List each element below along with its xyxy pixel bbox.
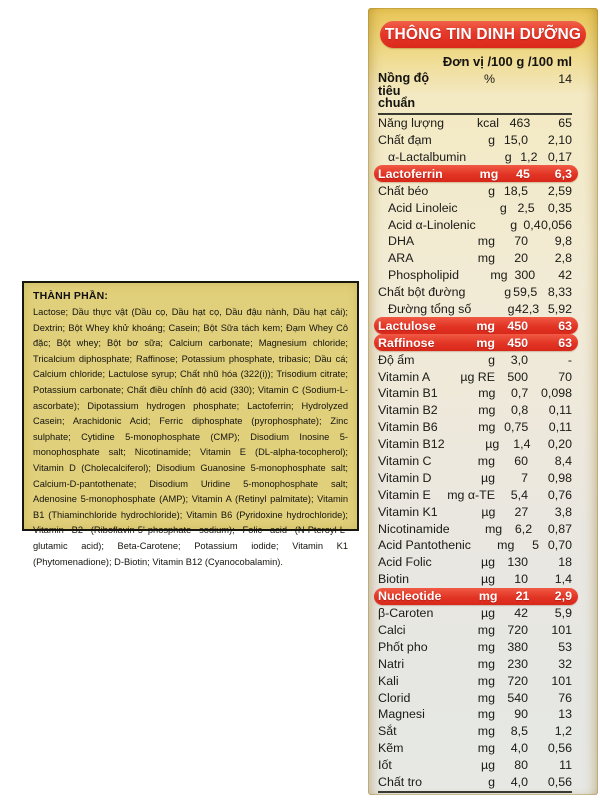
nutrient-unit: µg [480,555,495,570]
value-per-100g: 1,4 [513,437,531,452]
value-per-100ml: 2,59 [547,183,572,198]
value-per-100ml: 53 [558,639,572,654]
table-row [378,655,572,672]
table-row [378,250,572,267]
nutrient-name: DHA [388,234,415,249]
value-per-100ml: 2,9 [554,589,572,604]
table-row [378,503,572,520]
nutrient-name: Nucleotide [378,589,442,604]
value-per-100g: 42,3 [515,302,540,317]
nutrient-name: Năng lượng [378,116,445,131]
standard-concentration-row [378,72,572,115]
table-row [378,605,572,622]
nutrient-unit: g [488,774,495,789]
value-per-100g: 380 [507,639,528,654]
value-per-100g: 45 [516,166,530,181]
nutrient-name: Lactulose [378,318,436,333]
nutrient-name: Vitamin C [378,454,432,469]
table-row [378,368,572,385]
nutrient-name: Vitamin E [378,487,431,502]
value-per-100g: 7 [521,470,528,485]
nutrient-name: Natri [378,656,405,671]
value-per-100g: 450 [507,335,528,350]
nutrient-unit: mg [477,639,495,654]
nutrient-name: Iốt [378,758,392,773]
value-per-100ml: 0,98 [547,470,572,485]
nutrient-name: Sắt [378,724,397,739]
value-per-100ml: 0,11 [548,403,572,418]
nutrient-name: Vitamin B12 [378,437,445,452]
nutrient-name: Biotin [378,572,409,587]
table-row [378,622,572,639]
value-per-100g: 0,4 [523,217,541,232]
table-row [378,199,572,216]
nutrient-name: Lactoferrin [378,166,443,181]
nutrient-unit: g [488,352,495,367]
nutrition-title: THÔNG TIN DINH DƯỠNG [384,25,582,43]
table-row [378,149,572,166]
value-per-100ml: 13 [558,707,572,722]
nutrient-name: Kẽm [378,741,404,756]
value-per-100g: 0,7 [511,386,529,401]
nutrition-title-badge [380,21,586,48]
nutrient-name: α-Lactalbumin [388,150,467,164]
nutrient-unit: mg [477,622,495,637]
value-per-100ml: 0,56 [547,741,572,756]
value-per-100ml: 65 [558,116,572,131]
value-per-100ml: 1,4 [554,572,572,587]
value-per-100g: 70 [514,234,528,249]
value-per-100g: 18,5 [503,183,528,198]
nutrient-unit: g [499,200,507,215]
nutrient-unit: g [488,183,495,198]
value-per-100ml: - [567,352,572,367]
value-per-100ml: 2,10 [547,133,572,148]
table-row [378,706,572,723]
nutrient-unit: mg [479,166,499,181]
nutrient-name: Độ ẩm [378,352,415,367]
value-per-100g: 130 [507,555,528,570]
value-per-100g: 300 [514,268,536,283]
nutrient-name: Đường tổng số [388,302,472,317]
nutrient-name: Kali [378,673,399,688]
value-per-100ml: 5,92 [547,302,572,317]
value-per-100g: 5 [532,538,540,553]
nutrient-name: Vitamin B1 [378,386,438,401]
nutrient-unit: mg [477,251,495,266]
ingredients-text: Lactose; Dầu thực vật (Dầu cọ, Dầu hạt cọ, Dầu đậu nành, Dầu hạt cải); Dextrin; Bột Whey khử khoáng; Casein; Bột Sữa tách kem; Đạm Whey Cô đặc; Bột whey; Bột bơ sữa; Calcium carbonate; Magnesium chloride; Tricalcium diphosphate; Raffinose; Potassium phosphate, tribasic; Dầu cá; Calcium chloride; Lactulose syrup; Chất nhũ hóa (322(i)); Trisodium citrate; Potassium carbonate; Chất điều chỉnh độ acid (330); Vitamin C (Sodium-L-ascorbate); Dipotassium hydrogen phosphate; Lactoferrin; Hydrolyzed Casein; Arachidonic Acid; Ferric diphosphate (pyrophosphate); Zinc sulphate; Cytidine 5-monophosphate (CMP); Disodium Inosine 5-monophosphate salt; Nicotinamide; Vitamin E (DL-alpha-tocopherol); Vitamin D (Cholecalciferol); Disodium Guanosine 5-monophosphate salt; Calcium-D-pantothenate; Disodium Uridine 5-monophosphate salt; Adenosine 5-monophosphate (AMP); Vitamin A (Retinyl palmitate); Vitamin B1 (Thiaminchloride hydrochloride); Vitamin B6 (Pyridoxine hydrochloride); Vitamin B2 (Riboflavin-5'-phosphate sodium); Folic acid (N-Pteroyl-L-glutamic acid); Beta-Carotene; Potassium iodide; Vitamin K1 (Phytomenadione); D-Biotin; Vitamin B12 (Cyanocobalamin). [33,307,348,567]
nutrient-unit: mg [477,707,495,722]
nutrient-unit: mg [490,268,508,283]
value-per-100g: 1,2 [520,150,538,164]
nutrient-name: ARA [388,251,414,266]
units-header: Đơn vị /100 g /100 ml [442,54,572,69]
value-per-100ml: 0,35 [547,200,572,215]
value-per-100ml: 0,17 [547,150,573,164]
nutrient-name: Vitamin A [378,369,431,384]
value-per-100g: 42 [514,606,528,621]
value-per-100g: 450 [507,318,528,333]
value-per-100ml: 42 [558,268,572,283]
value-per-100g: 21 [515,589,530,604]
value-per-100g: 60 [514,454,528,469]
value-per-100ml: 9,8 [554,234,572,249]
value-per-100g: 80 [514,758,528,773]
standard-per-100ml: 14 [558,72,572,86]
table-row [374,317,578,334]
nutrient-unit: g [504,150,512,164]
table-row [378,436,572,453]
nutrient-unit: µg [480,758,495,773]
value-per-100ml: 5,9 [554,606,572,621]
nutrition-panel [368,8,598,795]
nutrient-unit: mg [478,420,496,435]
value-per-100ml: 0,70 [547,538,572,553]
value-per-100ml: 8,33 [547,285,572,300]
table-row [374,165,578,182]
table-row [378,233,572,250]
nutrient-name: Acid Linoleic [388,200,458,215]
value-per-100g: 59,5 [513,285,538,300]
table-row [378,351,572,368]
value-per-100g: 90 [514,707,528,722]
value-per-100ml: 101 [551,622,572,637]
nutrient-unit: kcal [476,116,500,131]
nutrient-unit: g [510,217,518,232]
value-per-100ml: 63 [558,318,572,333]
nutrient-unit: g [507,302,515,317]
value-per-100ml: 1,2 [554,724,572,739]
value-per-100g: 230 [507,656,528,671]
value-per-100ml: 11 [559,758,572,773]
nutrient-name: Calci [378,622,406,637]
nutrient-unit: µg [485,437,500,452]
value-per-100ml: 2,8 [554,251,572,266]
ingredients-heading: THÀNH PHẦN: [33,290,109,302]
table-row [378,723,572,740]
ingredients-panel [22,281,359,567]
table-row [378,740,572,757]
nutrient-name: Clorid [378,690,411,705]
value-per-100g: 540 [507,690,528,705]
table-row [378,216,572,233]
nutrient-unit: µg [481,504,496,519]
nutrient-name: Phospholipid [388,268,459,283]
nutrient-name: Chất béo [378,183,429,198]
nutrient-unit: mg [478,386,496,401]
value-per-100g: 27 [514,504,529,519]
value-per-100ml: 32 [558,656,572,671]
value-per-100g: 20 [514,251,528,266]
nutrient-name: Chất tro [378,774,423,789]
nutrient-name: Chất bột đường [378,285,466,300]
table-row [378,689,572,706]
nutrient-unit: mg [484,521,503,536]
value-per-100ml: 70 [558,369,572,384]
nutrition-table-body [378,115,572,794]
table-row [374,588,578,605]
nutrient-name: Chất đạm [378,133,432,148]
table-row [378,301,572,318]
nutrient-unit: mg [477,673,495,688]
table-row [378,571,572,588]
table-row [378,520,572,537]
nutrient-unit: mg α-TE [447,487,495,502]
value-per-100g: 10 [514,572,528,587]
table-row [378,115,572,132]
value-per-100g: 0,8 [511,403,529,418]
value-per-100g: 500 [507,369,528,384]
value-per-100g: 463 [509,116,531,131]
nutrient-unit: µg RE [460,369,495,384]
value-per-100g: 4,0 [510,774,528,789]
nutrient-unit: µg [480,470,495,485]
nutrient-unit: mg [477,656,495,671]
value-per-100g: 2,5 [517,200,535,215]
table-row [378,554,572,571]
table-row [378,284,572,301]
value-per-100ml: 76 [558,690,572,705]
value-per-100g: 8,5 [510,724,528,739]
table-row [378,419,572,436]
nutrient-unit: mg [477,454,495,469]
table-row [378,385,572,402]
nutrient-unit: mg [477,724,495,739]
nutrient-unit: mg [477,741,495,756]
nutrient-name: Acid α-Linolenic [388,217,476,232]
value-per-100ml: 0,76 [547,487,572,502]
nutrient-name: Magnesi [378,707,425,722]
nutrient-unit: mg [478,589,498,604]
nutrient-name: Vitamin D [378,470,432,485]
value-per-100ml: 63 [558,335,572,350]
value-per-100ml: 3,8 [554,504,572,519]
standard-concentration-label: Nồng độ tiêu chuẩn [378,71,430,111]
value-per-100ml: 0,11 [548,420,572,435]
nutrient-unit: µg [480,606,495,621]
nutrient-unit: mg [476,318,495,333]
value-per-100ml: 0,20 [547,437,572,452]
value-per-100g: 720 [507,622,528,637]
nutrient-unit: mg [497,538,515,553]
nutrient-name: Vitamin B2 [378,403,438,418]
table-row [374,334,578,351]
value-per-100g: 5,4 [510,487,528,502]
nutrient-unit: g [488,133,495,148]
value-per-100g: 4,0 [510,741,528,756]
value-per-100ml: 0,56 [547,774,572,789]
nutrient-name: Vitamin B6 [378,420,438,435]
table-row [378,453,572,470]
table-row [378,469,572,486]
value-per-100g: 15,0 [503,133,528,148]
value-per-100g: 6,2 [514,521,533,536]
value-per-100g: 720 [507,673,528,688]
value-per-100g: 3,0 [510,352,528,367]
nutrient-name: Phốt pho [378,639,428,654]
nutrient-name: Vitamin K1 [378,504,438,519]
nutrient-unit: g [504,285,512,300]
value-per-100ml: 6,3 [554,166,573,181]
table-row [378,182,572,199]
value-per-100ml: 18 [558,555,572,570]
nutrient-unit: mg [476,335,495,350]
nutrient-name: Acid Folic [378,555,432,570]
nutrient-name: Raffinose [378,335,435,350]
nutrition-table [368,54,598,793]
nutrient-unit: mg [477,234,495,249]
nutrient-name: β-Caroten [378,606,434,621]
table-row [378,537,572,554]
value-per-100ml: 0,056 [541,217,573,232]
table-row [378,638,572,655]
standard-unit: % [483,72,495,86]
value-per-100ml: 0,098 [540,386,572,401]
table-row [378,402,572,419]
table-row [378,672,572,689]
table-row [378,774,572,791]
value-per-100ml: 0,87 [547,521,572,536]
table-row [378,757,572,774]
value-per-100g: 0,75 [504,420,529,435]
table-row [378,132,572,149]
nutrient-unit: µg [480,572,495,587]
nutrient-unit: mg [478,403,496,418]
nutrient-name: Acid Pantothenic [378,538,471,553]
value-per-100ml: 101 [551,673,572,688]
table-row [378,267,572,284]
nutrient-unit: mg [477,690,495,705]
nutrient-name: Nicotinamide [378,521,450,536]
value-per-100ml: 8,4 [554,454,572,469]
table-row [378,486,572,503]
